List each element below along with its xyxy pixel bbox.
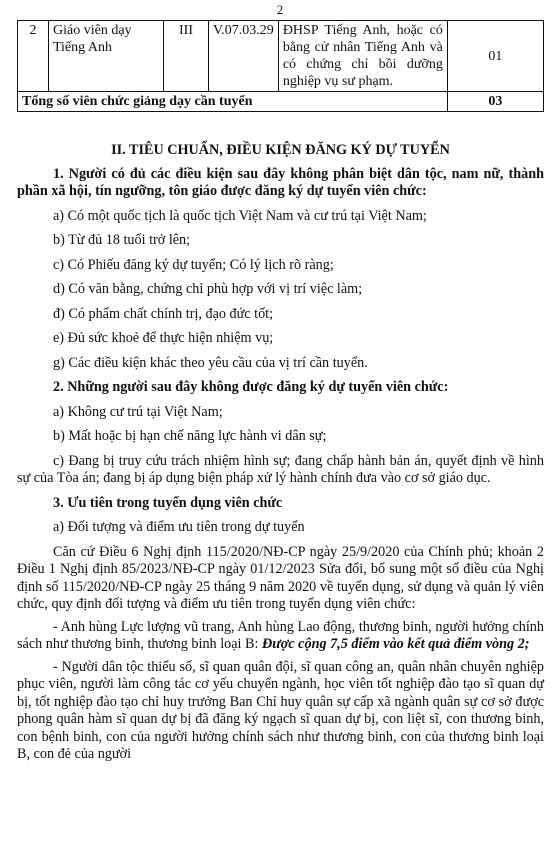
cell-rank: III bbox=[164, 21, 209, 92]
cell-position: Giáo viên dạy Tiếng Anh bbox=[49, 21, 164, 92]
s3-priority-1-text: - Anh hùng Lực lượng vũ trang, Anh hùng Lao động, thương binh, người hưởng chính sách như thương binh, thương binh loại B: bbox=[17, 618, 544, 652]
s1-heading: 1. Người có đủ các điều kiện sau đây không phân biệt dân tộc, nam nữ, thành phần xã hội, tín ngưỡng, tôn giáo được đăng ký dự tuyển viên chức: bbox=[17, 165, 544, 199]
page-number: 2 bbox=[276, 2, 284, 17]
s1-item: g) Các điều kiện khác theo yêu cầu của vị trí cần tuyển. bbox=[53, 354, 368, 371]
s2-item: a) Không cư trú tại Việt Nam; bbox=[53, 403, 223, 420]
total-label: Tổng số viên chức giảng dạy cần tuyển bbox=[18, 92, 448, 112]
s3-priority-1 bbox=[17, 619, 544, 654]
s1-item: e) Đủ sức khoẻ để thực hiện nhiệm vụ; bbox=[53, 330, 274, 346]
cell-quantity: 01 bbox=[447, 21, 543, 92]
cell-stt: 2 bbox=[18, 21, 49, 92]
s2-item: c) Đang bị truy cứu trách nhiệm hình sự; đang chấp hành bản án, quyết định về hình sự của Tòa án; đang bị áp dụng biện pháp xử lý hành chính đưa vào cơ sở giáo dục. bbox=[17, 452, 544, 486]
s1-item: b) Từ đủ 18 tuổi trở lên; bbox=[53, 232, 191, 248]
total-value: 03 bbox=[447, 92, 543, 112]
table-row bbox=[18, 21, 544, 92]
cell-requirement: ĐHSP Tiếng Anh, hoặc có bằng cử nhân Tiếng Anh và có chứng chỉ bồi dưỡng nghiệp vụ sư phạm. bbox=[278, 21, 447, 92]
s2-heading: 2. Những người sau đây không được đăng ký dự tuyển viên chức: bbox=[53, 379, 449, 395]
s3-sub-a: a) Đối tượng và điểm ưu tiên trong dự tuyển bbox=[53, 519, 305, 535]
s3-priority-2: - Người dân tộc thiểu số, sĩ quan quân đội, sĩ quan công an, quân nhân chuyên nghiệp phục viên, người làm công tác cơ yếu chuyển ngành, học viên tốt nghiệp đào tạo sĩ quan dự bị, tốt nghiệp đào tạo chỉ huy trưởng Ban Chỉ huy quân sự cấp xã ngành quân sự cơ sở được phong quân hàm sĩ quan dự bị đã đăng ký ngạch sĩ quan dự bị, con liệt sĩ, con thương binh, con bệnh binh, con của người hưởng chính sách như thương binh, con của thương binh loại B, con đẻ của người bbox=[17, 658, 544, 762]
cell-code: V.07.03.29 bbox=[209, 21, 279, 92]
s3-priority-1-bonus: Được cộng 7,5 điểm vào kết quả điểm vòng 2 bbox=[261, 636, 525, 652]
s3-heading: 3. Ưu tiên trong tuyển dụng viên chức bbox=[53, 494, 283, 511]
s2-item: b) Mất hoặc bị hạn chế năng lực hành vi dân sự; bbox=[53, 428, 327, 444]
document-body bbox=[17, 142, 544, 771]
s3-priority-1-end: ; bbox=[524, 636, 530, 652]
section-title: II. TIÊU CHUẨN, ĐIỀU KIỆN ĐĂNG KÝ DỰ TUYỂN bbox=[111, 142, 450, 158]
s3-basis: Căn cứ Điều 6 Nghị định 115/2020/NĐ-CP ngày 25/9/2020 của Chính phủ; khoản 2 Điều 1 Nghị định 85/2023/NĐ-CP ngày 01/12/2023 Sửa đổi, bổ sung một số điều của Nghị định số 115/2020/NĐ-CP ngày 25 tháng 9 năm 2020 về tuyển dụng, sử dụng và quản lý viên chức, quy định đối tượng và điểm ưu tiên trong tuyển dụng viên chức: bbox=[17, 543, 544, 612]
total-row bbox=[18, 92, 544, 112]
s1-item: a) Có một quốc tịch là quốc tịch Việt Nam và cư trú tại Việt Nam; bbox=[53, 207, 427, 224]
s1-item: đ) Có phẩm chất chính trị, đạo đức tốt; bbox=[53, 305, 274, 322]
recruitment-table bbox=[17, 20, 544, 112]
s1-item: d) Có văn bằng, chứng chỉ phù hợp với vị trí việc làm; bbox=[53, 281, 363, 297]
s1-item: c) Có Phiếu đăng ký dự tuyển; Có lý lịch rõ ràng; bbox=[53, 256, 334, 273]
